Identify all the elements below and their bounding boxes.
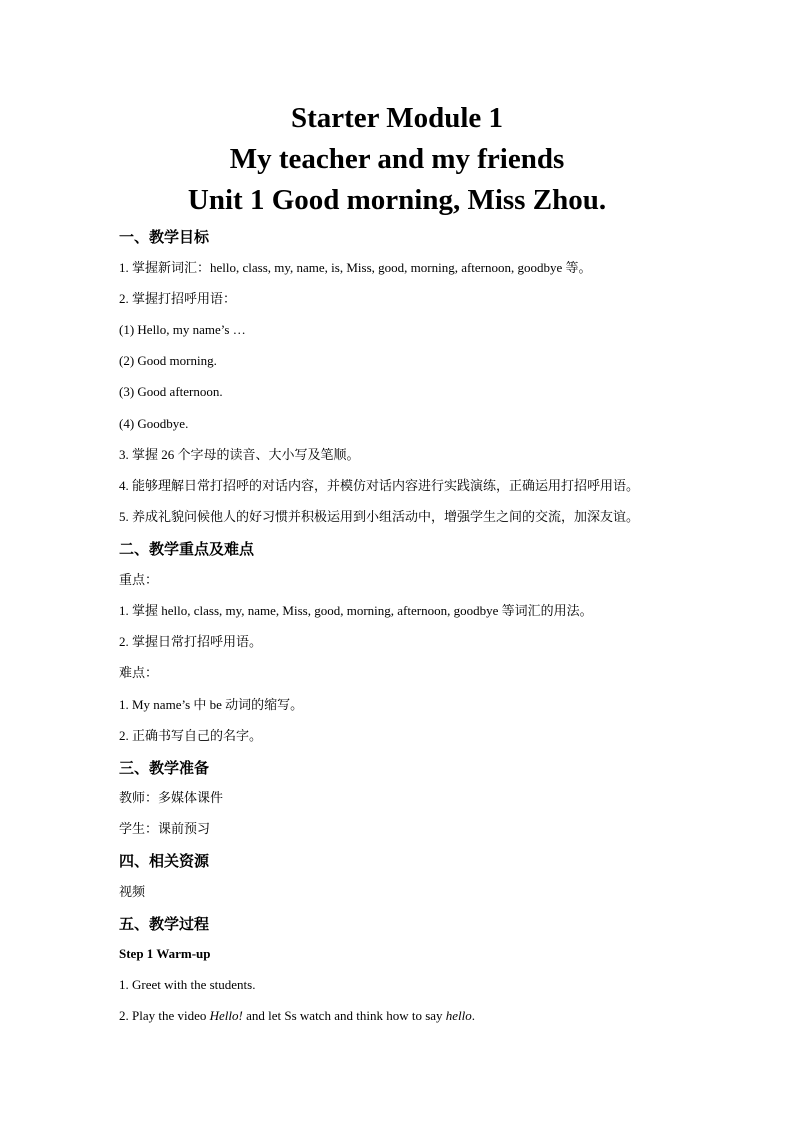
key-points-label: 重点： [119, 572, 159, 587]
key-point-item: 1. 掌握 hello, class, my, name, Miss, good, morning, afternoon, goodbye 等词汇的用法。 [119, 603, 593, 618]
title-line-3: Unit 1 Good morning, Miss Zhou. [187, 184, 607, 216]
teacher-preparation: 教师：多媒体课件 [119, 790, 224, 805]
title-line-1: Starter Module 1 [290, 102, 504, 134]
video-title: Hello! [209, 1008, 243, 1023]
section-heading-key-points: 二、教学重点及难点 [119, 540, 255, 558]
section-heading-resources: 四、相关资源 [119, 852, 210, 870]
section-heading-process: 五、教学过程 [119, 915, 210, 933]
objective-item: (3) Good afternoon. [119, 384, 223, 399]
objective-item: 5. 养成礼貌问候他人的好习惯并积极运用到小组活动中，增强学生之间的交流，加深友谊。 [119, 509, 640, 524]
step-title: Step 1 Warm-up [119, 946, 211, 961]
section-heading-objectives: 一、教学目标 [119, 228, 210, 246]
title-line-2: My teacher and my friends [229, 143, 565, 175]
student-preparation: 学生：课前预习 [119, 821, 211, 836]
step-item [119, 1007, 475, 1025]
step-item-text: . [471, 1008, 476, 1023]
target-word: hello [445, 1008, 472, 1023]
step-item-text: and let Ss watch and think how to say [242, 1008, 446, 1023]
objective-item: 4. 能够理解日常打招呼的对话内容，并模仿对话内容进行实践演练，正确运用打招呼用语。 [119, 478, 640, 493]
objective-item: (4) Goodbye. [119, 416, 189, 431]
objective-item: 2. 掌握打招呼用语： [119, 291, 237, 306]
difficult-point-item: 2. 正确书写自己的名字。 [119, 728, 263, 743]
objective-item: 3. 掌握 26 个字母的读音、大小写及笔顺。 [119, 447, 360, 462]
step-item: 1. Greet with the students. [119, 977, 256, 992]
difficult-point-item: 1. My name’s 中 be 动词的缩写。 [119, 697, 304, 712]
objective-item: (1) Hello, my name’s … [119, 322, 246, 337]
key-point-item: 2. 掌握日常打招呼用语。 [119, 634, 263, 649]
section-heading-preparation: 三、教学准备 [119, 759, 210, 777]
objective-item: 1. 掌握新词汇：hello, class, my, name, is, Miss, good, morning, afternoon, goodbye 等。 [119, 260, 592, 275]
difficult-points-label: 难点： [119, 665, 159, 680]
objective-item: (2) Good morning. [119, 353, 217, 368]
step-item-text: 2. Play the video [119, 1008, 210, 1023]
resource-item: 视频 [119, 884, 146, 899]
